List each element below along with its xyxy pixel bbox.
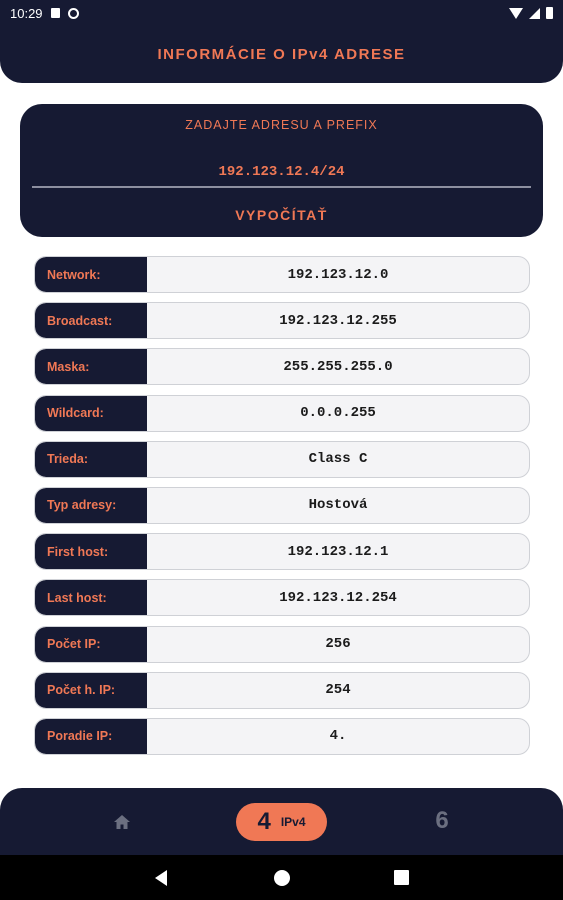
back-icon[interactable] (155, 870, 167, 886)
result-value: 192.123.12.254 (279, 589, 397, 606)
bottom-nav (0, 788, 563, 855)
result-label: Poradie IP: (35, 719, 147, 754)
nav-ipv6-button[interactable] (430, 806, 454, 836)
result-row-first-host (34, 533, 530, 570)
page-title: INFORMÁCIE O IPv4 ADRESE (157, 46, 406, 63)
calculate-button[interactable]: VYPOČÍTAŤ (20, 202, 543, 228)
result-row-network (34, 256, 530, 293)
result-value: 255.255.255.0 (283, 358, 393, 375)
nav-ipv4-label: IPv4 (280, 815, 306, 829)
home-icon (113, 814, 131, 830)
result-row-wildcard (34, 395, 530, 432)
result-label: Trieda: (35, 442, 147, 477)
result-row-host-count (34, 672, 530, 709)
result-label: Last host: (35, 580, 147, 615)
input-card (20, 104, 543, 237)
result-value: 0.0.0.255 (300, 405, 376, 422)
result-value: 192.123.12.0 (287, 266, 389, 283)
result-label: First host: (35, 534, 147, 569)
result-value: Hostová (308, 497, 368, 514)
result-row-last-host (34, 579, 530, 616)
result-label: Počet IP: (35, 627, 147, 662)
result-label: Počet h. IP: (35, 673, 147, 708)
result-label: Network: (35, 257, 147, 292)
system-nav-bar (0, 855, 563, 900)
status-bar (0, 0, 563, 26)
sync-icon (68, 8, 79, 19)
result-label: Typ adresy: (35, 488, 147, 523)
signal-icon (529, 8, 540, 19)
address-input-label: ZADAJTE ADRESU A PREFIX (185, 118, 378, 132)
ipv4-icon: 4 (257, 808, 271, 835)
battery-icon (546, 7, 553, 19)
nav-home-button[interactable] (110, 810, 134, 834)
address-prefix-input[interactable] (32, 158, 531, 188)
result-label: Wildcard: (35, 396, 147, 431)
result-label: Broadcast: (35, 303, 147, 338)
status-right (509, 7, 553, 19)
result-value: 4. (329, 728, 347, 745)
recents-icon[interactable] (394, 870, 409, 885)
result-value: 254 (325, 682, 351, 699)
status-time: 10:29 (10, 5, 43, 21)
ipv6-icon: 6 (435, 807, 449, 834)
sd-card-icon (51, 8, 60, 18)
nav-ipv4-button[interactable] (236, 803, 327, 841)
result-value: 192.123.12.1 (287, 543, 389, 560)
result-row-address-type (34, 487, 530, 524)
result-row-mask (34, 348, 530, 385)
result-row-broadcast (34, 302, 530, 339)
result-value: Class C (308, 451, 368, 468)
status-left (10, 6, 79, 21)
result-value: 192.123.12.255 (279, 312, 397, 329)
wifi-icon (509, 8, 523, 19)
result-row-ip-count (34, 626, 530, 663)
results-list (34, 256, 530, 764)
result-value: 256 (325, 636, 351, 652)
home-circle-icon[interactable] (274, 870, 290, 886)
result-row-ip-order (34, 718, 530, 755)
app-header (0, 26, 563, 83)
result-row-class (34, 441, 530, 478)
result-label: Maska: (35, 349, 147, 384)
